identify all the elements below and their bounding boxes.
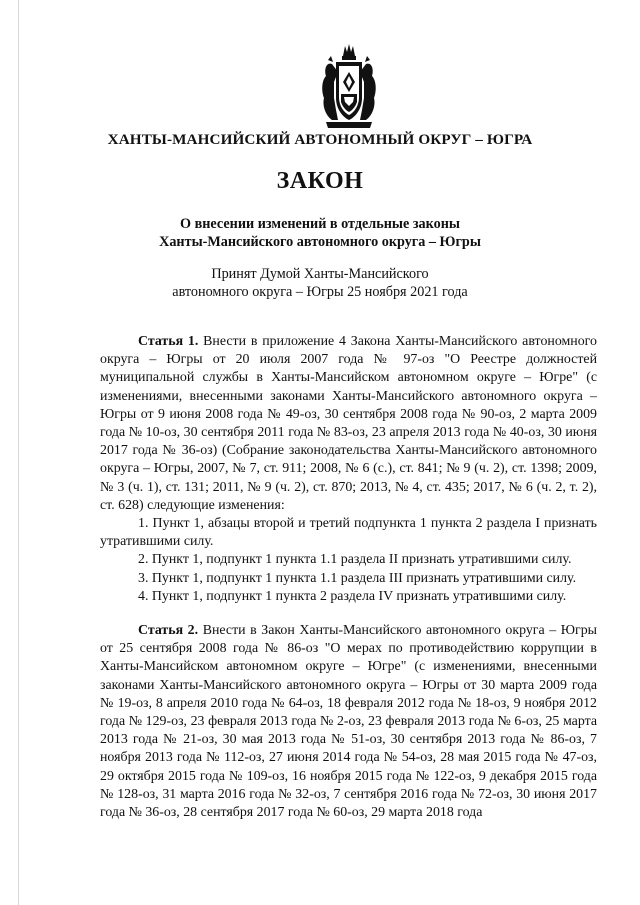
subtitle-line-1: О внесении изменений в отдельные законы (180, 216, 460, 232)
adoption-note (0, 265, 640, 301)
article-1-item-1: 1. Пункт 1, абзацы второй и третий подпункта 1 пункта 2 раздела I признать утратившими силу. (100, 516, 597, 550)
document-type-heading: ЗАКОН (276, 168, 364, 194)
subtitle-line-2: Ханты-Мансийского автономного округа – Югры (159, 234, 481, 250)
article-2-text: Внести в Закон Ханты-Мансийского автономного округа – Югры от 25 сентября 2008 года № 86-оз "О мерах по противодействию коррупции в Ханты-Мансийском автономном округе – Югре" (с изменениями, внесенными законами Ханты-Мансийского автономного округа – Югры от 30 марта 2009 года № 19-оз, 8 апреля 2010 года № 64-оз, 18 февраля 2012 года № 18-оз, 9 ноября 2012 года № 129-оз, 23 февраля 2013 года № 2-оз, 23 февраля 2013 года № 6-оз, 25 марта 2013 года № 21-оз, 30 мая 2013 года № 51-оз, 30 сентября 2013 года № 86-оз, 7 ноября 2013 года № 112-оз, 27 июня 2014 года № 54-оз, 28 мая 2015 года № 47-оз, 29 октября 2015 года № 109-оз, 16 ноября 2015 года № 122-оз, 9 декабря 2015 года № 128-оз, 31 марта 2016 года № 32-оз, 7 сентября 2016 года № 72-оз, 30 июня 2017 года № 36-оз, 28 сентября 2017 года № 60-оз, 29 марта 2018 года (100, 623, 597, 821)
article-2-label: Статья 2. (138, 623, 199, 639)
article-2-paragraph (100, 622, 597, 822)
article-1-item-3: 3. Пункт 1, подпункт 1 пункта 1.1 раздела III признать утратившими силу. (138, 570, 577, 586)
adoption-line-1: Принят Думой Ханты-Мансийского (211, 266, 429, 282)
article-1-text: Внести в приложение 4 Закона Ханты-Мансийского автономного округа – Югры от 20 июля 2007 года № 97-оз "О Реестре должностей муниципальной службы в Ханты-Мансийском автономном округе – Югре" (с изменениями, внесенными законами Ханты-Мансийского автономного округа – Югры от 9 июня 2008 года № 49-оз, 30 сентября 2008 года № 90-оз, 2 марта 2009 года № 10-оз, 30 сентября 2011 года № 83-оз, 23 апреля 2013 года № 40-оз, 30 июня 2017 года № 36-оз) (Собрание законодательства Ханты-Мансийского автономного округа – Югры, 2007, № 7, ст. 911; 2008, № 6 (с.), ст. 841; № 9 (ч. 2), ст. 1398; 2009, № 3 (ч. 1), ст. 131; 2011, № 9 (ч. 2), ст. 870; 2013, № 4, ст. 435; 2017, № 6 (ч. 2, т. 2), ст. 628) следующие изменения: (100, 334, 597, 513)
article-1-item-2: 2. Пункт 1, подпункт 1 пункта 1.1 раздела II признать утратившими силу. (138, 552, 572, 568)
article-1-paragraph (100, 333, 597, 515)
law-body (100, 333, 597, 822)
coat-of-arms-icon (318, 42, 380, 130)
article-1-item-4: 4. Пункт 1, подпункт 1 пункта 2 раздела IV признать утратившими силу. (138, 588, 567, 604)
adoption-line-2: автономного округа – Югры 25 ноября 2021 года (172, 284, 468, 300)
region-heading: ХАНТЫ-МАНСИЙСКИЙ АВТОНОМНЫЙ ОКРУГ – ЮГРА (107, 131, 533, 148)
law-subtitle (0, 215, 640, 251)
article-1-label: Статья 1. (138, 334, 199, 349)
